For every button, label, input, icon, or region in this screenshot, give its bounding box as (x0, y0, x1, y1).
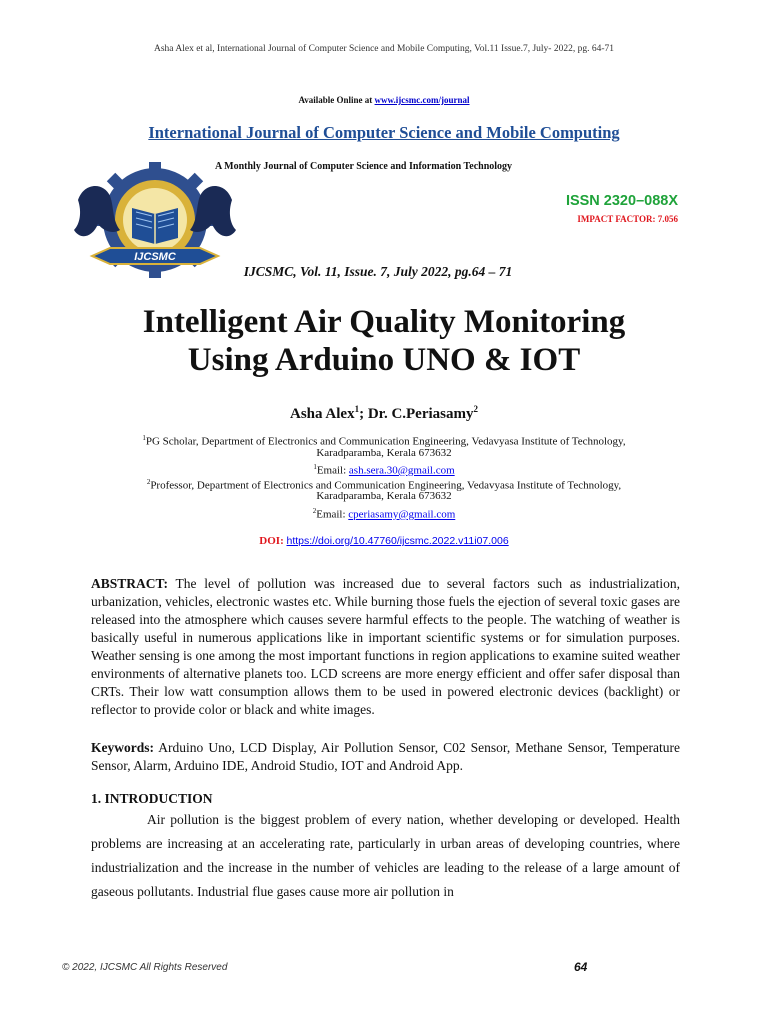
keywords-label: Keywords: (91, 740, 154, 755)
issn: ISSN 2320–088X (565, 193, 678, 209)
email-2-label: Email: (316, 508, 349, 521)
keywords-text: Arduino Uno, LCD Display, Air Pollution Sensor, C02 Sensor, Methane Sensor, Temperature Sensor, Alarm, Arduino IDE, Android Studio, IOT and Android App. (91, 740, 680, 773)
affiliation-2-line-2: Karadparamba, Kerala 673632 (316, 490, 452, 502)
paper-title (0, 303, 768, 379)
journal-url-link[interactable]: www.ijcsmc.com/journal (374, 95, 470, 105)
keywords (91, 739, 680, 775)
abstract-label: ABSTRACT: (91, 576, 169, 591)
author-2: Dr. C.Periasamy (367, 406, 474, 422)
introduction-paragraph (91, 808, 680, 904)
paper-title-line-1: Intelligent Air Quality Monitoring (142, 304, 626, 340)
impact-factor: IMPACT FACTOR: 7.056 (577, 214, 678, 224)
doi (0, 535, 768, 547)
affiliation-2-text: Professor, Department of Electronics and Communication Engineering, Vedavyasa Institute of Technology, (150, 479, 622, 492)
page-number: 64 (574, 960, 588, 974)
paper-title-line-2: Using Arduino UNO & IOT (187, 342, 581, 378)
running-head: Asha Alex et al, International Journal of Computer Science and Mobile Computing, Vol.11 Issue.7, July- 2022, pg. 64-71 (154, 44, 614, 54)
author-1: Asha Alex (289, 406, 355, 422)
banner-ribbon (92, 248, 218, 264)
email-1-label: Email: (316, 464, 349, 477)
affiliation-2-sup: 2 (146, 478, 151, 486)
abstract-text: The level of pollution was increased due to several factors such as industrialization, urbanization, vehicles, electronic wastes etc. While burning those fuels the ejection of several toxic gases are released into the atmosphere which causes severe harmful effects to the people. The watching of weather is basically useful in numerous applications like in important scientific systems or for simulation purposes. Weather sensing is one among the most important functions in region applications to examine suited weather environments of alternative planets too. LCD screens are more energy efficient and offer safer disposal than CRTs. Their low watt consumption allows them to be used in powered electronic devices (backlight) or reflector to provide color or black and white images. (91, 576, 680, 717)
affiliation-1-sup: 1 (142, 434, 146, 442)
available-prefix: Available Online at (298, 95, 375, 105)
author-1-sup: 1 (354, 404, 360, 414)
section-heading-introduction: 1. INTRODUCTION (91, 791, 213, 806)
issue-line: IJCSMC, Vol. 11, Issue. 7, July 2022, pg.64 – 71 (243, 264, 513, 279)
email-2-link[interactable]: cperiasamy@gmail.com (348, 508, 456, 521)
doi-link[interactable]: https://doi.org/10.47760/ijcsmc.2022.v11i07.006 (286, 535, 509, 547)
logo-text: IJCSMC (134, 251, 176, 263)
email-1-sup: 1 (313, 463, 317, 471)
affiliation-1-line-2: Karadparamba, Kerala 673632 (316, 447, 452, 459)
email-2-sup: 2 (312, 507, 317, 515)
author-2-sup: 2 (473, 404, 479, 414)
introduction-text: Air pollution is the biggest problem of every nation, whether developing or developed. Health problems are increasing at an accelerating rate, particularly in urban areas of developing countries, where industrialization and the increase in the number of vehicles are leading to the release of a large amount of gaseous pollutants. Industrial flue gases cause more air pollution in (91, 812, 680, 899)
author-separator: ; (359, 406, 368, 422)
email-1-link[interactable]: ash.sera.30@gmail.com (348, 464, 455, 477)
available-online (0, 95, 768, 105)
doi-label: DOI: (259, 535, 287, 547)
affiliation-1-text: PG Scholar, Department of Electronics and Communication Engineering, Vedavyasa Institute of Technology, (145, 435, 626, 448)
email-2 (0, 504, 768, 522)
journal-title[interactable]: International Journal of Computer Science and Mobile Computing (148, 123, 620, 142)
footer-copyright: © 2022, IJCSMC All Rights Reserved (62, 962, 228, 973)
journal-subtitle: A Monthly Journal of Computer Science and Information Technology (215, 161, 513, 172)
authors (0, 404, 768, 423)
abstract (91, 575, 680, 719)
